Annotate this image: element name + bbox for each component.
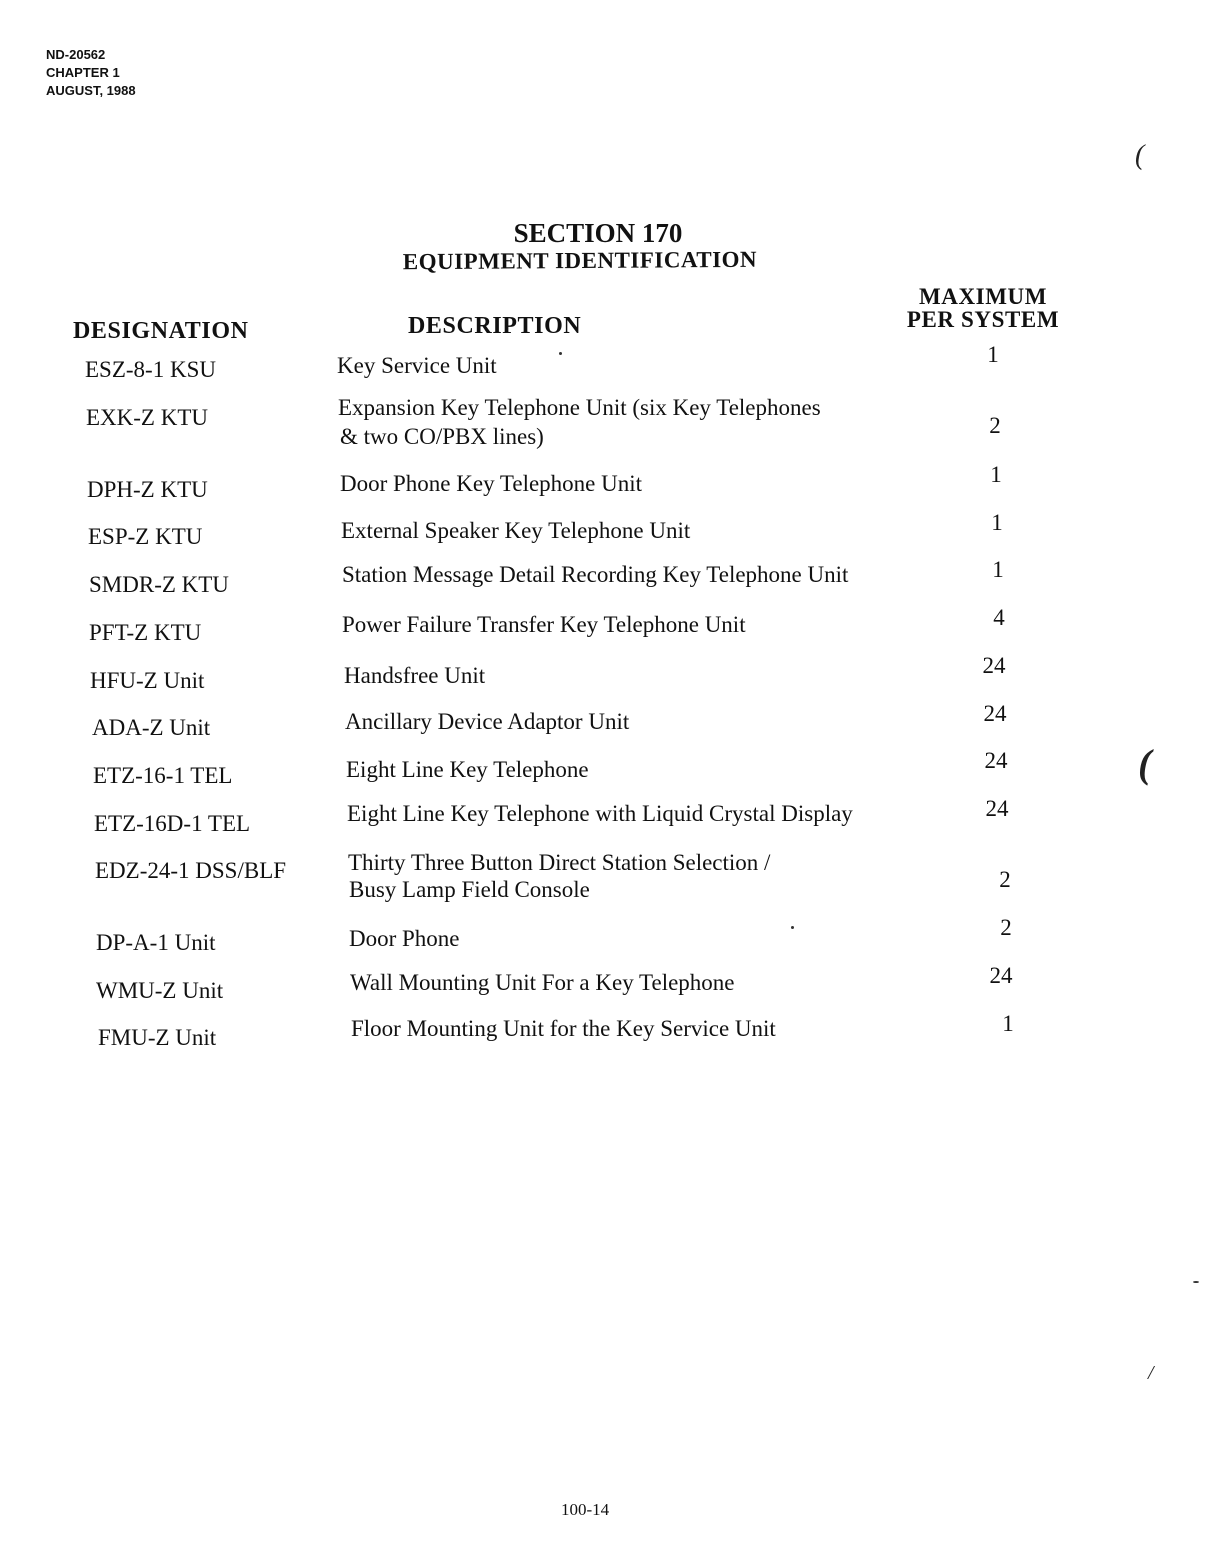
section-title: SECTION 170 [513, 218, 683, 248]
row-designation: HFU-Z Unit [90, 668, 205, 693]
row-description: Key Service Unit [337, 353, 497, 378]
row-designation: EDZ-24-1 DSS/BLF [95, 858, 287, 883]
row-description: Door Phone [349, 926, 460, 951]
row-max: 1 [987, 342, 999, 367]
row-description: Thirty Three Button Direct Station Selection / [348, 850, 771, 875]
column-header-maximum-line1: MAXIMUM [918, 284, 1048, 309]
row-description: Eight Line Key Telephone [346, 757, 589, 782]
column-header-designation: DESIGNATION [73, 318, 249, 344]
row-designation: SMDR-Z KTU [89, 572, 229, 597]
scan-speck [559, 352, 562, 355]
row-designation: FMU-Z Unit [98, 1025, 217, 1050]
row-max: 2 [1000, 915, 1012, 940]
column-header-maximum [893, 285, 1073, 331]
page-number: 100-14 [561, 1500, 610, 1519]
doc-number: ND-20562 [46, 47, 106, 62]
row-max: 2 [999, 867, 1011, 892]
scan-speck [1193, 1281, 1199, 1283]
row-description: Ancillary Device Adaptor Unit [345, 709, 630, 734]
row-designation: DP-A-1 Unit [96, 930, 216, 955]
row-designation: ADA-Z Unit [92, 715, 211, 740]
row-description: Eight Line Key Telephone with Liquid Crystal Display [347, 801, 853, 826]
row-designation: PFT-Z KTU [89, 620, 202, 645]
document-header [46, 46, 136, 100]
row-description: Station Message Detail Recording Key Telephone Unit [342, 562, 849, 587]
row-max: 24 [982, 653, 1006, 678]
row-max: 24 [989, 963, 1013, 988]
row-max: 1 [990, 462, 1002, 487]
column-header-description: DESCRIPTION [408, 313, 582, 339]
row-description: External Speaker Key Telephone Unit [341, 518, 691, 543]
column-header-maximum-line2: PER SYSTEM [906, 307, 1060, 332]
chapter-label: CHAPTER 1 [46, 65, 120, 80]
scan-mark: ( [1135, 140, 1145, 171]
row-max: 24 [985, 796, 1009, 821]
row-max: 4 [993, 605, 1005, 630]
row-designation: WMU-Z Unit [96, 978, 224, 1003]
row-max: 2 [989, 413, 1001, 438]
scan-mark: / [1148, 1362, 1154, 1384]
row-description: Handsfree Unit [344, 663, 486, 688]
section-subtitle: EQUIPMENT IDENTIFICATION [402, 246, 758, 275]
section-title-block [330, 218, 830, 274]
row-designation: ESZ-8-1 KSU [85, 357, 216, 382]
doc-date: AUGUST, 1988 [46, 83, 136, 98]
row-description: Power Failure Transfer Key Telephone Unit [342, 612, 746, 637]
scan-mark: ( [1138, 741, 1152, 786]
row-max: 1 [1002, 1011, 1014, 1036]
row-description: Floor Mounting Unit for the Key Service Unit [351, 1016, 776, 1041]
row-designation: ETZ-16-1 TEL [93, 763, 233, 788]
row-designation: ETZ-16D-1 TEL [94, 811, 251, 836]
scan-speck [791, 926, 794, 929]
row-max: 24 [983, 701, 1007, 726]
row-description: Wall Mounting Unit For a Key Telephone [350, 970, 735, 995]
row-description-line2: & two CO/PBX lines) [340, 424, 544, 449]
row-max: 1 [991, 510, 1003, 535]
row-designation: DPH-Z KTU [87, 477, 208, 502]
row-designation: ESP-Z KTU [88, 524, 203, 549]
row-max: 24 [984, 748, 1008, 773]
row-description: Door Phone Key Telephone Unit [340, 471, 643, 496]
row-description-line2: Busy Lamp Field Console [349, 877, 590, 902]
row-description: Expansion Key Telephone Unit (six Key Telephones [338, 395, 821, 420]
row-max: 1 [992, 557, 1004, 582]
row-designation: EXK-Z KTU [86, 405, 208, 430]
